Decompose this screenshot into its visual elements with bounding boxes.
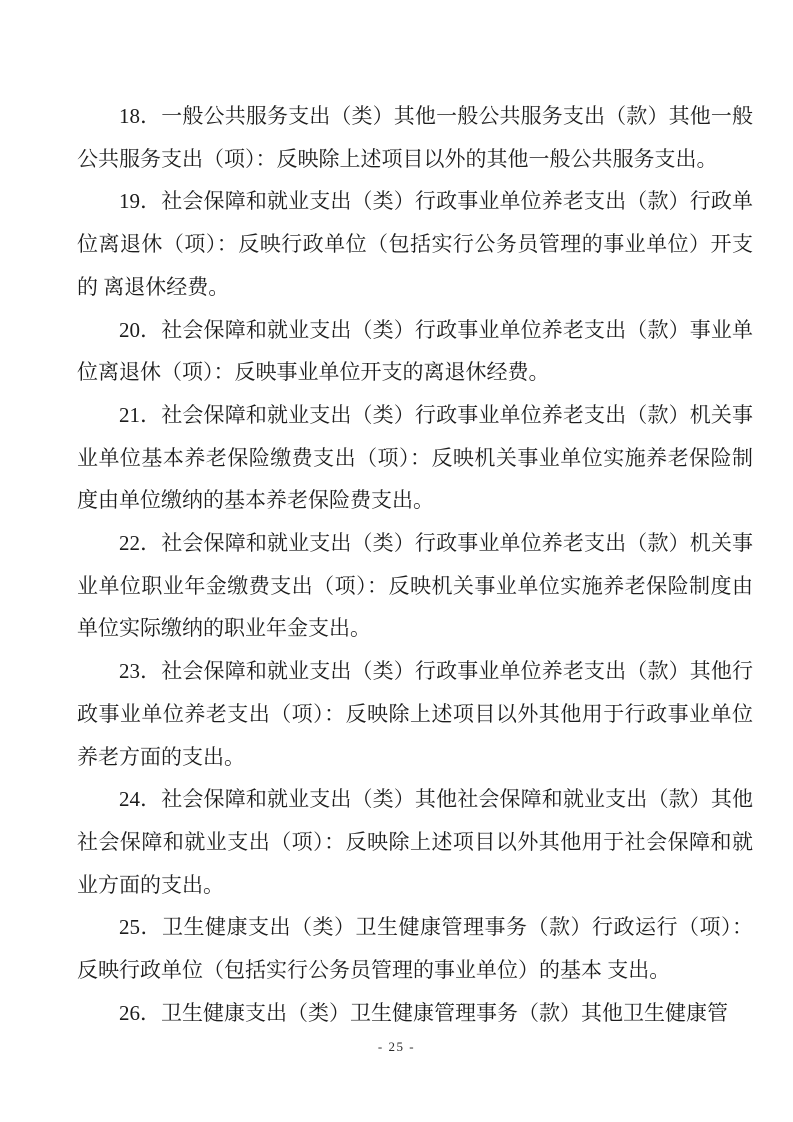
paragraph-item-25: 25．卫生健康支出（类）卫生健康管理事务（款）行政运行（项）：反映行政单位（包括实行公务员管理的事业单位）的基本 支出。	[77, 915, 753, 983]
paragraph-item-19: 19．社会保障和就业支出（类）行政事业单位养老支出（款）行政单位离退休（项）：反映行政单位（包括实行公务员管理的事业单位）开支的 离退休经费。	[77, 189, 753, 299]
paragraph-item-23: 23．社会保障和就业支出（类）行政事业单位养老支出（款）其他行政事业单位养老支出（项）：反映除上述项目以外其他用于行政事业单位养老方面的支出。	[77, 659, 753, 769]
page-footer	[0, 1038, 793, 1056]
paragraph-item-21: 21．社会保障和就业支出（类）行政事业单位养老支出（款）机关事业单位基本养老保险缴费支出（项）：反映机关事业单位实施养老保险制度由单位缴纳的基本养老保险费支出。	[77, 402, 753, 513]
paragraph-item-20: 20．社会保障和就业支出（类）行政事业单位养老支出（款）事业单位离退休（项）：反映事业单位开支的离退休经费。	[77, 317, 753, 385]
document-body	[77, 95, 753, 1034]
paragraph-item-24: 24．社会保障和就业支出（类）其他社会保障和就业支出（款）其他社会保障和就业支出（项）：反映除上述项目以外其他用于社会保障和就业方面的支出。	[77, 787, 753, 897]
paragraph-item-26: 26．卫生健康支出（类）卫生健康管理事务（款）其他卫生健康管	[119, 1000, 728, 1025]
page-number: - 25 -	[377, 1039, 416, 1054]
paragraph-item-18: 18．一般公共服务支出（类）其他一般公共服务支出（款）其他一般公共服务支出（项）：反映除上述项目以外的其他一般公共服务支出。	[77, 104, 753, 171]
paragraph-item-22: 22．社会保障和就业支出（类）行政事业单位养老支出（款）机关事业单位职业年金缴费支出（项）：反映机关事业单位实施养老保险制度由单位实际缴纳的职业年金支出。	[77, 531, 753, 641]
